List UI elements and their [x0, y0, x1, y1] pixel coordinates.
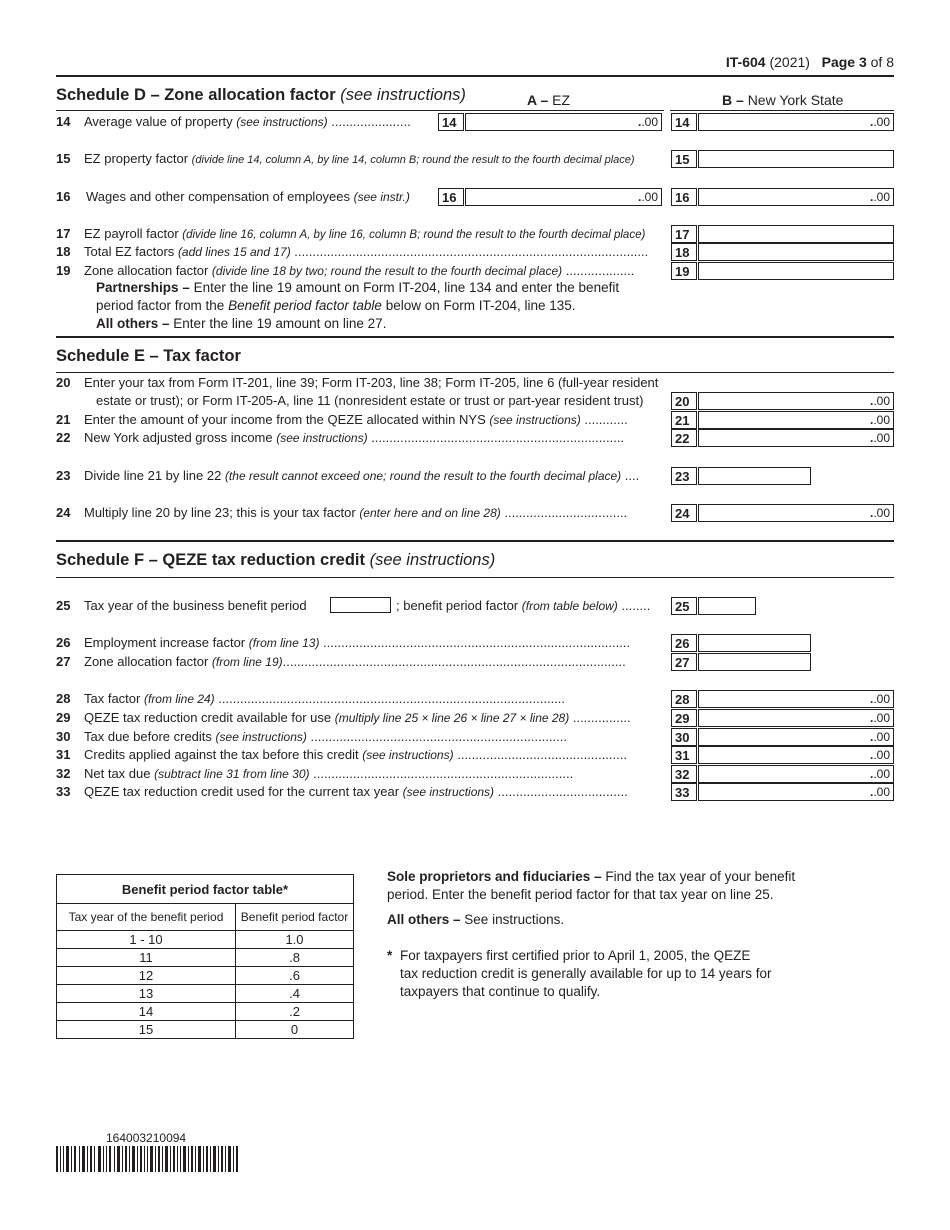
line-20-text-1: Enter your tax from Form IT-201, line 39; Form IT-203, line 38; Form IT-205, line 6 (full-year resident	[84, 375, 659, 390]
table-row: 15 0	[57, 1021, 354, 1039]
line-27-input[interactable]	[698, 653, 811, 671]
table-row: 11 .8	[57, 949, 354, 967]
partnerships-instructions: Partnerships – Enter the line 19 amount on Form IT-204, line 134 and enter the benefit period factor from the Benefit period factor table below on Form IT-204, line 135. All others – Enter the line 19 amount on line 27.	[96, 280, 620, 331]
line-25-tax-year-input[interactable]	[330, 597, 391, 613]
line-32-box-label: 32	[671, 765, 697, 783]
table-row: 14 .2	[57, 1003, 354, 1021]
line-23-input[interactable]	[698, 467, 811, 485]
line-15-number: 15	[56, 151, 71, 166]
line-22-box-label: 22	[671, 429, 697, 447]
line-25-input[interactable]	[698, 597, 756, 615]
line-24-text: Multiply line 20 by line 23; this is your tax factor (enter here and on line 28) ..................................	[84, 505, 628, 520]
line-15-input[interactable]	[698, 150, 894, 168]
line-16-column-a-input[interactable]: ..00	[465, 188, 662, 206]
line-17-input[interactable]	[698, 225, 894, 243]
table-row: 13 .4	[57, 985, 354, 1003]
line-22-text: New York adjusted gross income (see instructions) ......................................................................	[84, 430, 625, 445]
line-22-input[interactable]: ..00	[698, 429, 894, 447]
line-29-number: 29	[56, 710, 71, 725]
line-30-input[interactable]: ..00	[698, 728, 894, 746]
line-24-number: 24	[56, 505, 71, 520]
line-15-box-label: 15	[671, 150, 697, 168]
line-30-number: 30	[56, 729, 71, 744]
line-21-number: 21	[56, 412, 71, 427]
benefit-period-factor-table	[56, 874, 354, 1039]
line-25-text-2: ; benefit period factor (from table below) ........	[396, 598, 651, 613]
line-14-text: Average value of property (see instructions) ......................	[84, 114, 411, 129]
line-30-box-label: 30	[671, 728, 697, 746]
line-32-number: 32	[56, 766, 71, 781]
line-16-column-b-input[interactable]: ..00	[698, 188, 894, 206]
table-title: Benefit period factor table*	[57, 875, 354, 904]
line-26-box-label: 26	[671, 634, 697, 652]
line-23-box-label: 23	[671, 467, 697, 485]
schedule-d-bottom-rule	[56, 336, 894, 338]
line-28-text: Tax factor (from line 24) ................................................................................................	[84, 691, 566, 706]
line-23-number: 23	[56, 468, 71, 483]
line-14-column-b-input[interactable]: ..00	[698, 113, 894, 131]
line-20-input[interactable]: ..00	[698, 392, 894, 410]
line-28-number: 28	[56, 691, 71, 706]
line-22-number: 22	[56, 430, 71, 445]
line-33-box-label: 33	[671, 783, 697, 801]
form-year: (2021)	[769, 54, 810, 70]
table-row: 12 .6	[57, 967, 354, 985]
footnote-text: For taxpayers first certified prior to April 1, 2005, the QEZE tax reduction credit is generally available for up to 14 years for taxpayers that continue to qualify.	[400, 948, 772, 999]
schedule-e-title: Schedule E – Tax factor	[56, 347, 241, 365]
line-26-input[interactable]	[698, 634, 811, 652]
line-28-input[interactable]: ..00	[698, 690, 894, 708]
line-31-text: Credits applied against the tax before this credit (see instructions) ...............................................	[84, 747, 627, 762]
line-31-box-label: 31	[671, 746, 697, 764]
barcode-image	[56, 1146, 238, 1172]
schedule-d-rule-left	[56, 110, 664, 111]
line-14-number: 14	[56, 114, 71, 129]
line-15-text: EZ property factor (divide line 14, column A, by line 14, column B; round the result to the fourth decimal place)	[84, 151, 635, 166]
line-21-text: Enter the amount of your income from the QEZE allocated within NYS (see instructions) ............	[84, 412, 628, 427]
line-32-input[interactable]: ..00	[698, 765, 894, 783]
line-31-number: 31	[56, 747, 71, 762]
all-others-note: All others – See instructions.	[387, 912, 565, 927]
line-33-number: 33	[56, 784, 71, 799]
line-25-number: 25	[56, 598, 71, 613]
line-18-text: Total EZ factors (add lines 15 and 17) ..................................................................................................	[84, 244, 649, 259]
line-27-box-label: 27	[671, 653, 697, 671]
line-14-column-a-input[interactable]: ..00	[465, 113, 662, 131]
line-21-box-label: 21	[671, 411, 697, 429]
line-32-text: Net tax due (subtract line 31 from line 30) ........................................................................	[84, 766, 574, 781]
line-25-text: Tax year of the business benefit period	[84, 598, 307, 613]
line-16-text: Wages and other compensation of employees (see instr.)	[86, 189, 410, 204]
sole-proprietors-note: Sole proprietors and fiduciaries – Find the tax year of your benefit period. Enter the benefit period factor for that tax year on line 25.	[387, 869, 796, 902]
column-a-heading: A – EZ	[527, 92, 571, 108]
line-17-text: EZ payroll factor (divide line 16, column A, by line 16, column B; round the result to the fourth decimal place)	[84, 226, 646, 241]
line-16-box-a-label: 16	[438, 188, 464, 206]
line-27-text: Zone allocation factor (from line 19)...............................................................................................	[84, 654, 626, 669]
line-19-input[interactable]	[698, 262, 894, 280]
footnote-star: *	[387, 948, 393, 963]
line-23-text: Divide line 21 by line 22 (the result cannot exceed one; round the result to the fourth decimal place) ....	[84, 468, 640, 483]
line-29-text: QEZE tax reduction credit available for use (multiply line 25 × line 26 × line 27 × line 28) ................	[84, 710, 631, 725]
line-20-text-2: estate or trust); or Form IT-205-A, line 11 (nonresident estate or trust or part-year resident trust)	[96, 393, 644, 408]
line-24-box-label: 24	[671, 504, 697, 522]
line-28-box-label: 28	[671, 690, 697, 708]
line-29-input[interactable]: ..00	[698, 709, 894, 727]
page-total: of 8	[870, 54, 894, 70]
line-19-number: 19	[56, 263, 71, 278]
schedule-e-bottom-rule	[56, 540, 894, 542]
schedule-d-rule-right	[670, 110, 894, 111]
page-header	[726, 54, 894, 70]
column-b-heading: B – New York State	[722, 92, 844, 108]
page-number: Page 3	[821, 54, 867, 70]
line-33-text: QEZE tax reduction credit used for the current tax year (see instructions) ....................................	[84, 784, 628, 799]
line-29-box-label: 29	[671, 709, 697, 727]
line-18-number: 18	[56, 244, 71, 259]
line-26-text: Employment increase factor (from line 13) .....................................................................................	[84, 635, 631, 650]
line-33-input[interactable]: ..00	[698, 783, 894, 801]
line-18-box-label: 18	[671, 243, 697, 261]
header-rule	[56, 75, 894, 77]
line-31-input[interactable]: ..00	[698, 746, 894, 764]
line-17-box-label: 17	[671, 225, 697, 243]
line-19-box-label: 19	[671, 262, 697, 280]
schedule-f-title: Schedule F – QEZE tax reduction credit (see instructions)	[56, 551, 496, 569]
schedule-d-title: Schedule D – Zone allocation factor (see instructions)	[56, 86, 466, 104]
barcode-number: 164003210094	[106, 1131, 187, 1145]
line-25-box-label: 25	[671, 597, 697, 615]
line-19-text: Zone allocation factor (divide line 18 by two; round the result to the fourth decimal place) ...................	[84, 263, 635, 278]
line-21-input[interactable]: ..00	[698, 411, 894, 429]
schedule-f-rule	[56, 577, 894, 578]
line-16-box-b-label: 16	[671, 188, 697, 206]
table-row: 1 - 10 1.0	[57, 931, 354, 949]
line-14-box-b-label: 14	[671, 113, 697, 131]
line-27-number: 27	[56, 654, 71, 669]
line-20-box-label: 20	[671, 392, 697, 410]
table-header-factor: Benefit period factor	[236, 904, 354, 931]
line-30-text: Tax due before credits (see instructions) .......................................................................	[84, 729, 567, 744]
line-26-number: 26	[56, 635, 71, 650]
line-20-number: 20	[56, 375, 71, 390]
line-24-input[interactable]: ..00	[698, 504, 894, 522]
form-number: IT-604	[725, 54, 766, 70]
table-header-year: Tax year of the benefit period	[57, 904, 236, 931]
line-17-number: 17	[56, 226, 71, 241]
line-14-box-a-label: 14	[438, 113, 464, 131]
line-18-input[interactable]	[698, 243, 894, 261]
schedule-e-rule	[56, 372, 894, 373]
line-16-number: 16	[56, 189, 71, 204]
